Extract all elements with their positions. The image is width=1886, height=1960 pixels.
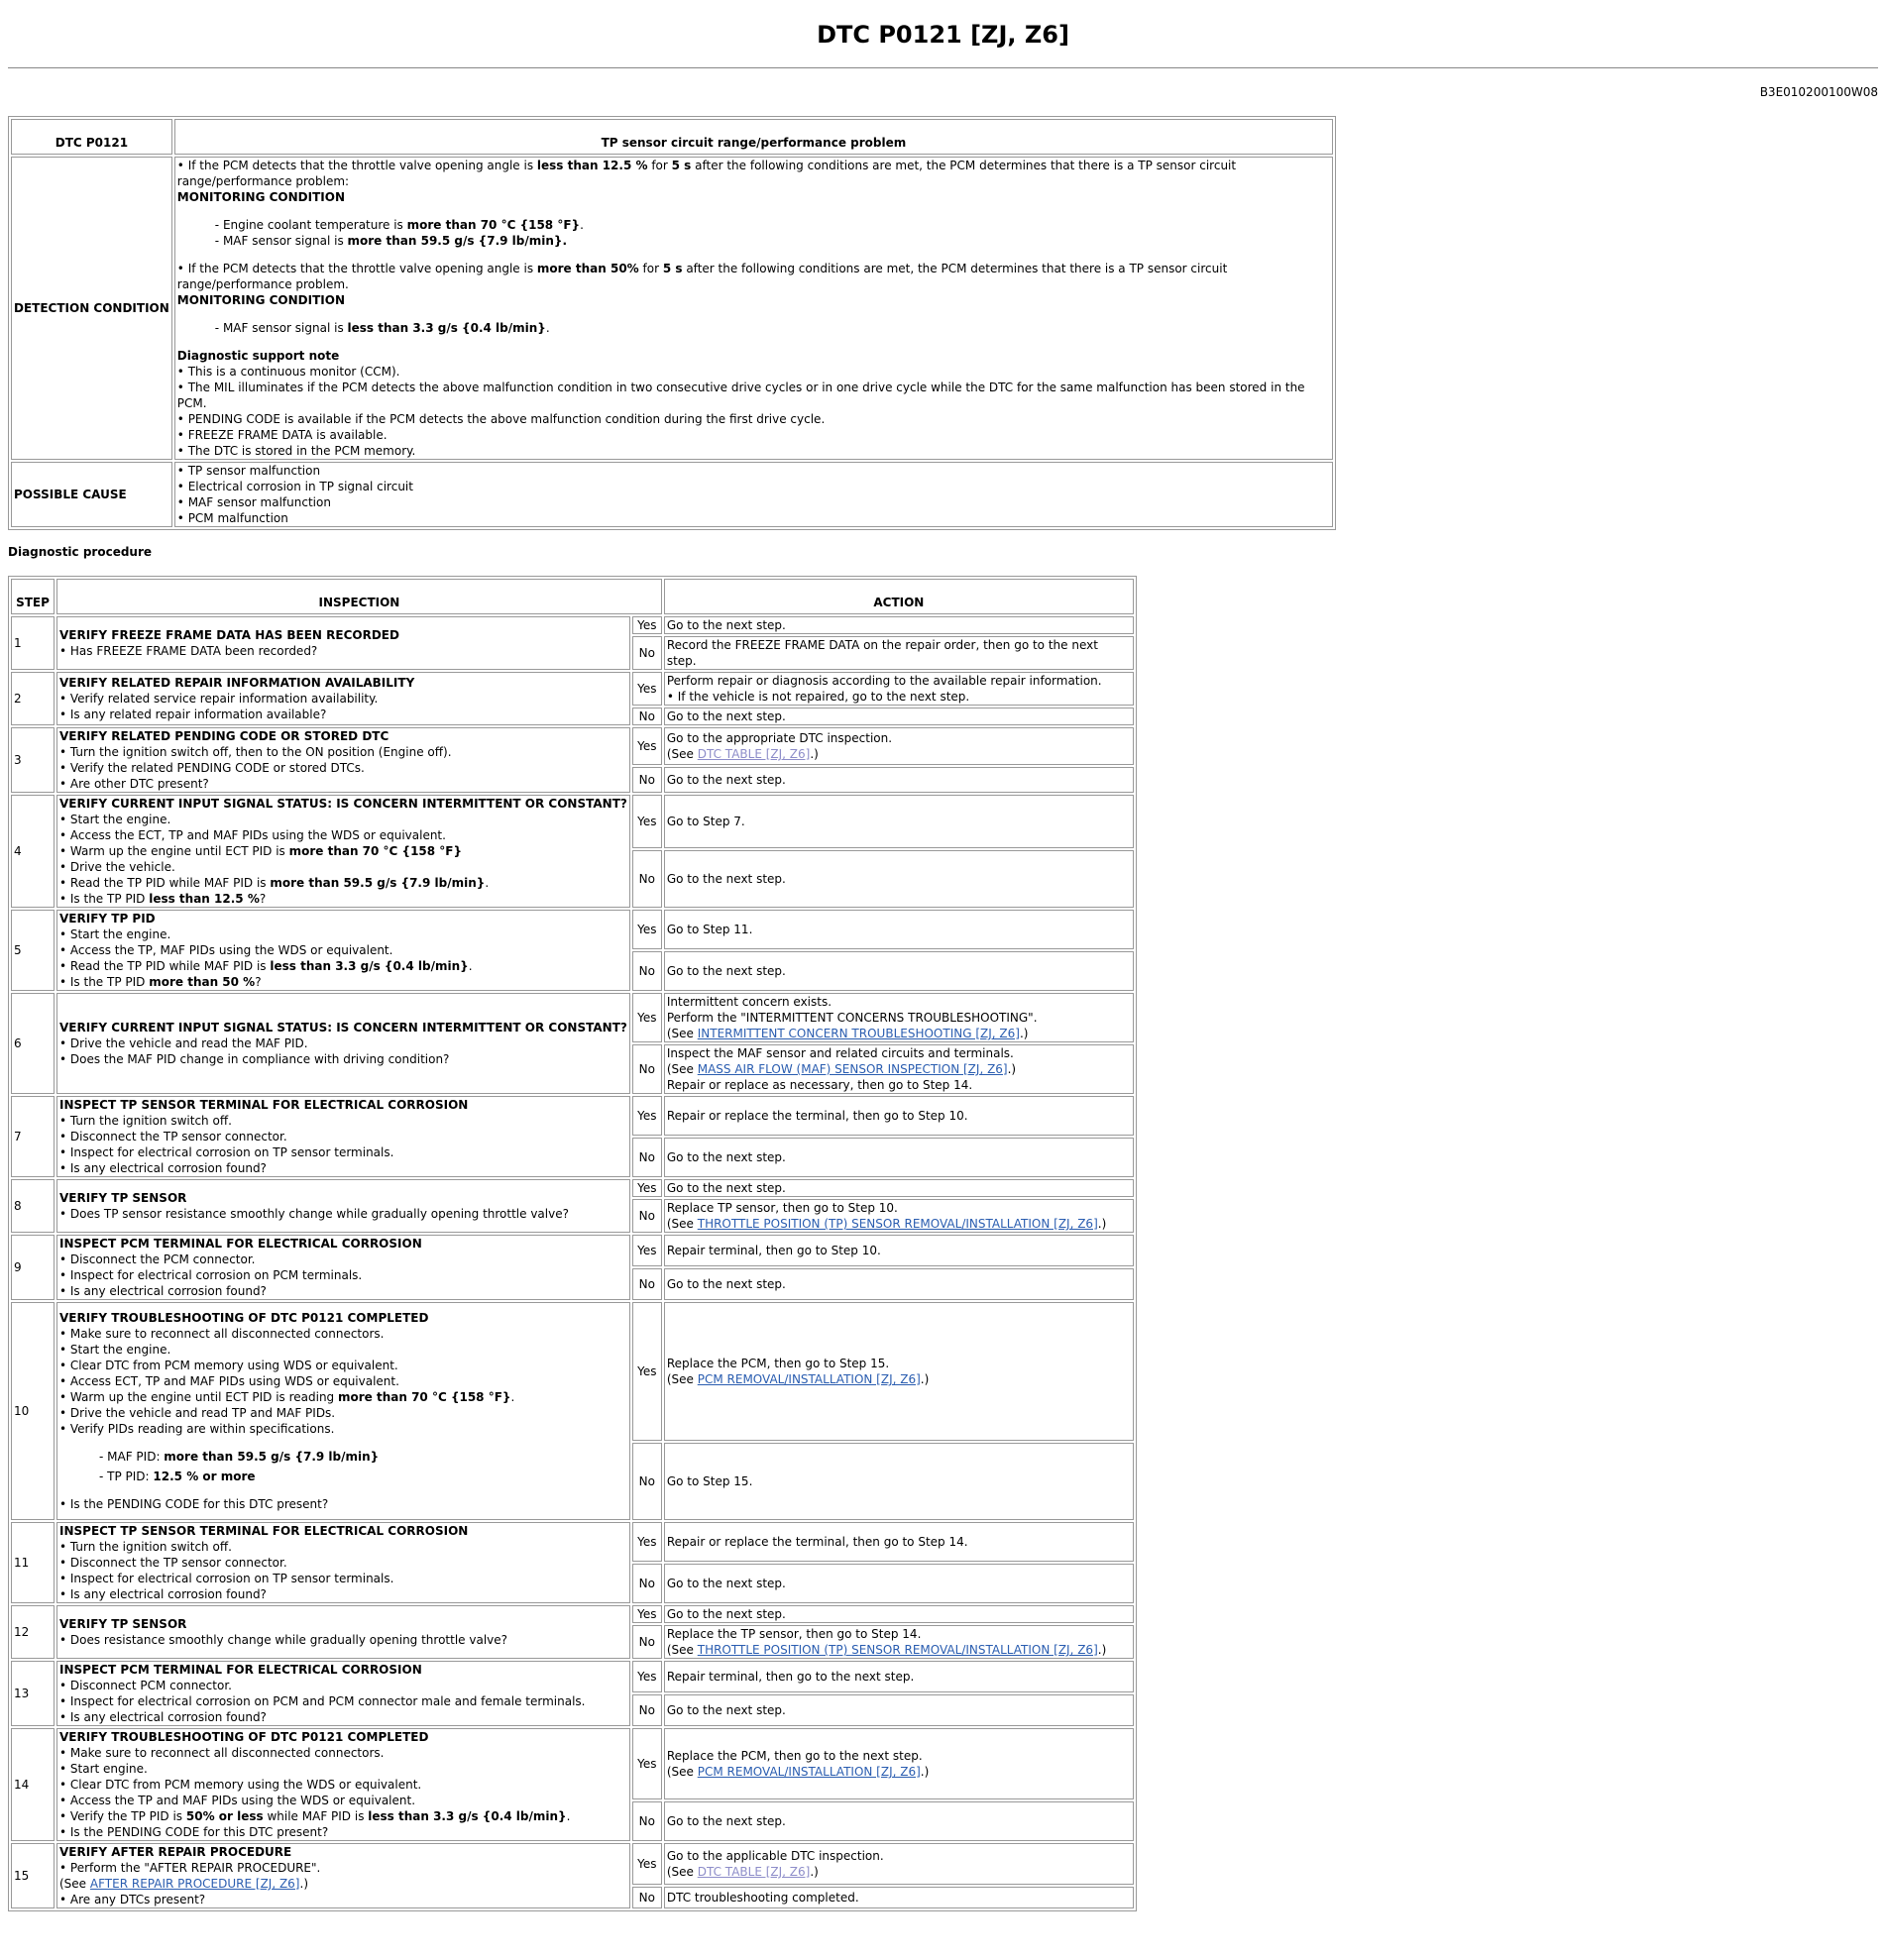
no-action: Go to the next step. xyxy=(664,1801,1134,1841)
dtc-description-header: TP sensor circuit range/performance problem xyxy=(174,119,1333,155)
cause-item: • MAF sensor malfunction xyxy=(176,495,331,509)
maf-sensor-inspection-link[interactable]: MASS AIR FLOW (MAF) SENSOR INSPECTION [ZJ, Z6] xyxy=(697,1062,1008,1076)
yes-label: Yes xyxy=(632,1661,662,1692)
step-inspection: VERIFY RELATED PENDING CODE OR STORED DTC • Turn the ignition switch off, then to the ON position (Engine off). • Verify the related PENDING CODE or stored DTCs. • Are other DTC present? xyxy=(56,727,630,793)
no-action: Go to the next step. xyxy=(664,1694,1134,1726)
yes-label: Yes xyxy=(632,1605,662,1623)
step-inspection: VERIFY RELATED REPAIR INFORMATION AVAILABILITY • Verify related service repair information availability. • Is any related repair information available? xyxy=(56,672,630,725)
yes-label: Yes xyxy=(632,795,662,848)
support-note: • The DTC is stored in the PCM memory. xyxy=(176,444,416,458)
step-number: 12 xyxy=(11,1605,55,1659)
monitoring-condition-item: - MAF sensor signal is more than 59.5 g/s {7.9 lb/min}. xyxy=(214,234,567,248)
yes-action: Go to Step 11. xyxy=(664,910,1134,949)
step-header: STEP xyxy=(11,579,55,614)
yes-label: Yes xyxy=(632,910,662,949)
no-action: Go to the next step. xyxy=(664,951,1134,991)
step-inspection: VERIFY TP PID • Start the engine. • Access the TP, MAF PIDs using the WDS or equivalent. • Read the TP PID while MAF PID is less than 3.3 g/s {0.4 lb/min}. • Is the TP PID more than 50 %? xyxy=(56,910,630,991)
no-label: No xyxy=(632,951,662,991)
no-label: No xyxy=(632,1268,662,1300)
no-label: No xyxy=(632,1564,662,1603)
yes-action: Repair or replace the terminal, then go to Step 10. xyxy=(664,1096,1134,1136)
step-inspection: VERIFY TROUBLESHOOTING OF DTC P0121 COMPLETED • Make sure to reconnect all disconnected connectors. • Start the engine. • Clear DTC from PCM memory using WDS or equivalent. • Access ECT, TP and MAF PIDs using WDS or equivalent. • Warm up the engine until ECT PID is reading more than 70 °C {158 °F}. • Drive the vehicle and read TP and MAF PIDs. • Verify PIDs reading are within specifications. - MAF PID: more than 59.5 g/s {7.9 lb/min} - TP PID: 12.5 % or more • Is the PENDING CODE for this DTC present? xyxy=(56,1302,630,1520)
step-inspection: VERIFY TROUBLESHOOTING OF DTC P0121 COMPLETED • Make sure to reconnect all disconnected connectors. • Start engine. • Clear DTC from PCM memory using the WDS or equivalent. • Access the TP and MAF PIDs using the WDS or equivalent. • Verify the TP PID is 50% or less while MAF PID is less than 3.3 g/s {0.4 lb/min}. • Is the PENDING CODE for this DTC present? xyxy=(56,1728,630,1841)
step-number: 8 xyxy=(11,1179,55,1233)
no-label: No xyxy=(632,1443,662,1520)
step-number: 2 xyxy=(11,672,55,725)
title-divider xyxy=(8,67,1878,68)
no-label: No xyxy=(632,1044,662,1094)
support-note: • The MIL illuminates if the PCM detects the above malfunction condition in two consecutive drive cycles or in one drive cycle while the DTC for the same malfunction has been stored in the PCM. xyxy=(176,381,1305,410)
possible-cause-label: POSSIBLE CAUSE xyxy=(11,462,172,527)
yes-label: Yes xyxy=(632,672,662,706)
step-inspection: INSPECT TP SENSOR TERMINAL FOR ELECTRICAL CORROSION • Turn the ignition switch off. • Disconnect the TP sensor connector. • Inspect for electrical corrosion on TP sensor terminals. • Is any electrical corrosion found? xyxy=(56,1096,630,1177)
step-inspection: VERIFY AFTER REPAIR PROCEDURE • Perform the "AFTER REPAIR PROCEDURE". (See AFTER REPAIR PROCEDURE [ZJ, Z6].) • Are any DTCs present? xyxy=(56,1843,630,1908)
yes-label: Yes xyxy=(632,1235,662,1266)
no-action: Replace TP sensor, then go to Step 10. (See THROTTLE POSITION (TP) SENSOR REMOVAL/INSTALLATION [ZJ, Z6].) xyxy=(664,1199,1134,1233)
yes-action: Go to the applicable DTC inspection. (See DTC TABLE [ZJ, Z6].) xyxy=(664,1843,1134,1885)
yes-label: Yes xyxy=(632,616,662,634)
possible-cause-cell xyxy=(174,462,1333,527)
detection-line-1: • If the PCM detects that the throttle valve opening angle is less than 12.5 % for 5 s after the following conditions are met, the PCM determines that there is a TP sensor circuit range/performance problem: xyxy=(176,159,1237,188)
yes-action: Replace the PCM, then go to Step 15. (See PCM REMOVAL/INSTALLATION [ZJ, Z6].) xyxy=(664,1302,1134,1441)
cause-item: • PCM malfunction xyxy=(176,511,288,525)
no-action: DTC troubleshooting completed. xyxy=(664,1887,1134,1908)
no-label: No xyxy=(632,636,662,670)
step-number: 1 xyxy=(11,616,55,670)
pcm-removal-link[interactable]: PCM REMOVAL/INSTALLATION [ZJ, Z6] xyxy=(697,1372,921,1386)
no-label: No xyxy=(632,767,662,793)
step-number: 13 xyxy=(11,1661,55,1726)
yes-action: Go to the next step. xyxy=(664,616,1134,634)
step-number: 3 xyxy=(11,727,55,793)
yes-action: Go to Step 7. xyxy=(664,795,1134,848)
no-action: Go to the next step. xyxy=(664,1564,1134,1603)
cause-item: • TP sensor malfunction xyxy=(176,464,321,478)
monitoring-condition-item: - MAF sensor signal is less than 3.3 g/s {0.4 lb/min}. xyxy=(214,321,550,335)
step-number: 9 xyxy=(11,1235,55,1300)
inspection-header: INSPECTION xyxy=(56,579,662,614)
yes-label: Yes xyxy=(632,1096,662,1136)
procedure-title: Diagnostic procedure xyxy=(8,545,153,559)
yes-label: Yes xyxy=(632,727,662,765)
step-inspection: INSPECT PCM TERMINAL FOR ELECTRICAL CORROSION • Disconnect the PCM connector. • Inspect for electrical corrosion on PCM terminals. • Is any electrical corrosion found? xyxy=(56,1235,630,1300)
step-inspection: VERIFY CURRENT INPUT SIGNAL STATUS: IS CONCERN INTERMITTENT OR CONSTANT? • Drive the vehicle and read the MAF PID. • Does the MAF PID change in compliance with driving condition? xyxy=(56,993,630,1094)
no-action: Go to the next step. xyxy=(664,708,1134,725)
tp-sensor-removal-link[interactable]: THROTTLE POSITION (TP) SENSOR REMOVAL/INSTALLATION [ZJ, Z6] xyxy=(697,1643,1098,1657)
summary-table xyxy=(8,116,1336,530)
dtc-table-link[interactable]: DTC TABLE [ZJ, Z6] xyxy=(697,747,811,761)
step-inspection: VERIFY FREEZE FRAME DATA HAS BEEN RECORDED • Has FREEZE FRAME DATA been recorded? xyxy=(56,616,630,670)
support-note-title: Diagnostic support note xyxy=(176,349,340,363)
monitoring-condition-title: MONITORING CONDITION xyxy=(176,293,345,307)
yes-label: Yes xyxy=(632,1302,662,1441)
page-title: DTC P0121 [ZJ, Z6] xyxy=(817,21,1069,49)
dtc-table-link[interactable]: DTC TABLE [ZJ, Z6] xyxy=(697,1864,811,1879)
no-label: No xyxy=(632,850,662,908)
no-label: No xyxy=(632,1625,662,1659)
yes-action: Repair or replace the terminal, then go to Step 14. xyxy=(664,1522,1134,1562)
yes-action: Go to the next step. xyxy=(664,1179,1134,1197)
pcm-removal-link[interactable]: PCM REMOVAL/INSTALLATION [ZJ, Z6] xyxy=(697,1765,921,1779)
no-label: No xyxy=(632,1199,662,1233)
step-inspection: INSPECT TP SENSOR TERMINAL FOR ELECTRICAL CORROSION • Turn the ignition switch off. • Disconnect the TP sensor connector. • Inspect for electrical corrosion on TP sensor terminals. • Is any electrical corrosion found? xyxy=(56,1522,630,1603)
no-action: Go to the next step. xyxy=(664,1138,1134,1177)
no-action: Record the FREEZE FRAME DATA on the repair order, then go to the next step. xyxy=(664,636,1134,670)
step-number: 4 xyxy=(11,795,55,908)
no-label: No xyxy=(632,1138,662,1177)
step-inspection: VERIFY TP SENSOR • Does resistance smoothly change while gradually opening throttle valve? xyxy=(56,1605,630,1659)
document-id: B3E010200100W08 xyxy=(1759,85,1878,99)
step-inspection: VERIFY TP SENSOR • Does TP sensor resistance smoothly change while gradually opening throttle valve? xyxy=(56,1179,630,1233)
yes-action: Intermittent concern exists. Perform the "INTERMITTENT CONCERNS TROUBLESHOOTING". (See INTERMITTENT CONCERN TROUBLESHOOTING [ZJ, Z6].) xyxy=(664,993,1134,1042)
step-number: 10 xyxy=(11,1302,55,1520)
yes-action: Go to the next step. xyxy=(664,1605,1134,1623)
step-inspection: VERIFY CURRENT INPUT SIGNAL STATUS: IS CONCERN INTERMITTENT OR CONSTANT? • Start the engine. • Access the ECT, TP and MAF PIDs using the WDS or equivalent. • Warm up the engine until ECT PID is more than 70 °C {158 °F} • Drive the vehicle. • Read the TP PID while MAF PID is more than 59.5 g/s {7.9 lb/min}. • Is the TP PID less than 12.5 %? xyxy=(56,795,630,908)
action-header: ACTION xyxy=(664,579,1134,614)
cause-item: • Electrical corrosion in TP signal circuit xyxy=(176,480,413,493)
no-action: Go to Step 15. xyxy=(664,1443,1134,1520)
no-action: Inspect the MAF sensor and related circuits and terminals. (See MASS AIR FLOW (MAF) SENSOR INSPECTION [ZJ, Z6].) Repair or replace as necessary, then go to Step 14. xyxy=(664,1044,1134,1094)
no-label: No xyxy=(632,1801,662,1841)
yes-action: Perform repair or diagnosis according to the available repair information. • If the vehicle is not repaired, go to the next step. xyxy=(664,672,1134,706)
step-number: 6 xyxy=(11,993,55,1094)
yes-label: Yes xyxy=(632,1179,662,1197)
step-number: 14 xyxy=(11,1728,55,1841)
step-number: 15 xyxy=(11,1843,55,1908)
after-repair-procedure-link[interactable]: AFTER REPAIR PROCEDURE [ZJ, Z6] xyxy=(89,1877,300,1891)
yes-label: Yes xyxy=(632,1843,662,1885)
intermittent-troubleshooting-link[interactable]: INTERMITTENT CONCERN TROUBLESHOOTING [ZJ, Z6] xyxy=(697,1027,1020,1040)
no-label: No xyxy=(632,708,662,725)
step-inspection: INSPECT PCM TERMINAL FOR ELECTRICAL CORROSION • Disconnect PCM connector. • Inspect for electrical corrosion on PCM and PCM connector male and female terminals. • Is any electrical corrosion found? xyxy=(56,1661,630,1726)
dtc-code-header: DTC P0121 xyxy=(11,119,172,155)
yes-label: Yes xyxy=(632,993,662,1042)
yes-action: Replace the PCM, then go to the next step. (See PCM REMOVAL/INSTALLATION [ZJ, Z6].) xyxy=(664,1728,1134,1799)
yes-label: Yes xyxy=(632,1728,662,1799)
detection-condition-cell xyxy=(174,157,1333,460)
no-action: Go to the next step. xyxy=(664,1268,1134,1300)
step-number: 7 xyxy=(11,1096,55,1177)
monitoring-condition-item: - Engine coolant temperature is more than 70 °C {158 °F}. xyxy=(214,218,584,232)
yes-action: Repair terminal, then go to Step 10. xyxy=(664,1235,1134,1266)
no-action: Go to the next step. xyxy=(664,767,1134,793)
no-label: No xyxy=(632,1694,662,1726)
monitoring-condition-title: MONITORING CONDITION xyxy=(176,190,345,204)
step-number: 11 xyxy=(11,1522,55,1603)
support-note: • FREEZE FRAME DATA is available. xyxy=(176,428,388,442)
yes-action: Repair terminal, then go to the next step. xyxy=(664,1661,1134,1692)
no-label: No xyxy=(632,1887,662,1908)
detection-line-2: • If the PCM detects that the throttle valve opening angle is more than 50% for 5 s after the following conditions are met, the PCM determines that there is a TP sensor circuit range/performance problem. xyxy=(176,262,1228,291)
detection-condition-label: DETECTION CONDITION xyxy=(11,157,172,460)
tp-sensor-removal-link[interactable]: THROTTLE POSITION (TP) SENSOR REMOVAL/INSTALLATION [ZJ, Z6] xyxy=(697,1217,1098,1231)
support-note: • This is a continuous monitor (CCM). xyxy=(176,365,400,379)
no-action: Replace the TP sensor, then go to Step 14. (See THROTTLE POSITION (TP) SENSOR REMOVAL/INSTALLATION [ZJ, Z6].) xyxy=(664,1625,1134,1659)
step-number: 5 xyxy=(11,910,55,991)
no-action: Go to the next step. xyxy=(664,850,1134,908)
support-note: • PENDING CODE is available if the PCM detects the above malfunction condition during the first drive cycle. xyxy=(176,412,826,426)
procedure-table xyxy=(8,576,1137,1911)
yes-action: Go to the appropriate DTC inspection. (See DTC TABLE [ZJ, Z6].) xyxy=(664,727,1134,765)
yes-label: Yes xyxy=(632,1522,662,1562)
